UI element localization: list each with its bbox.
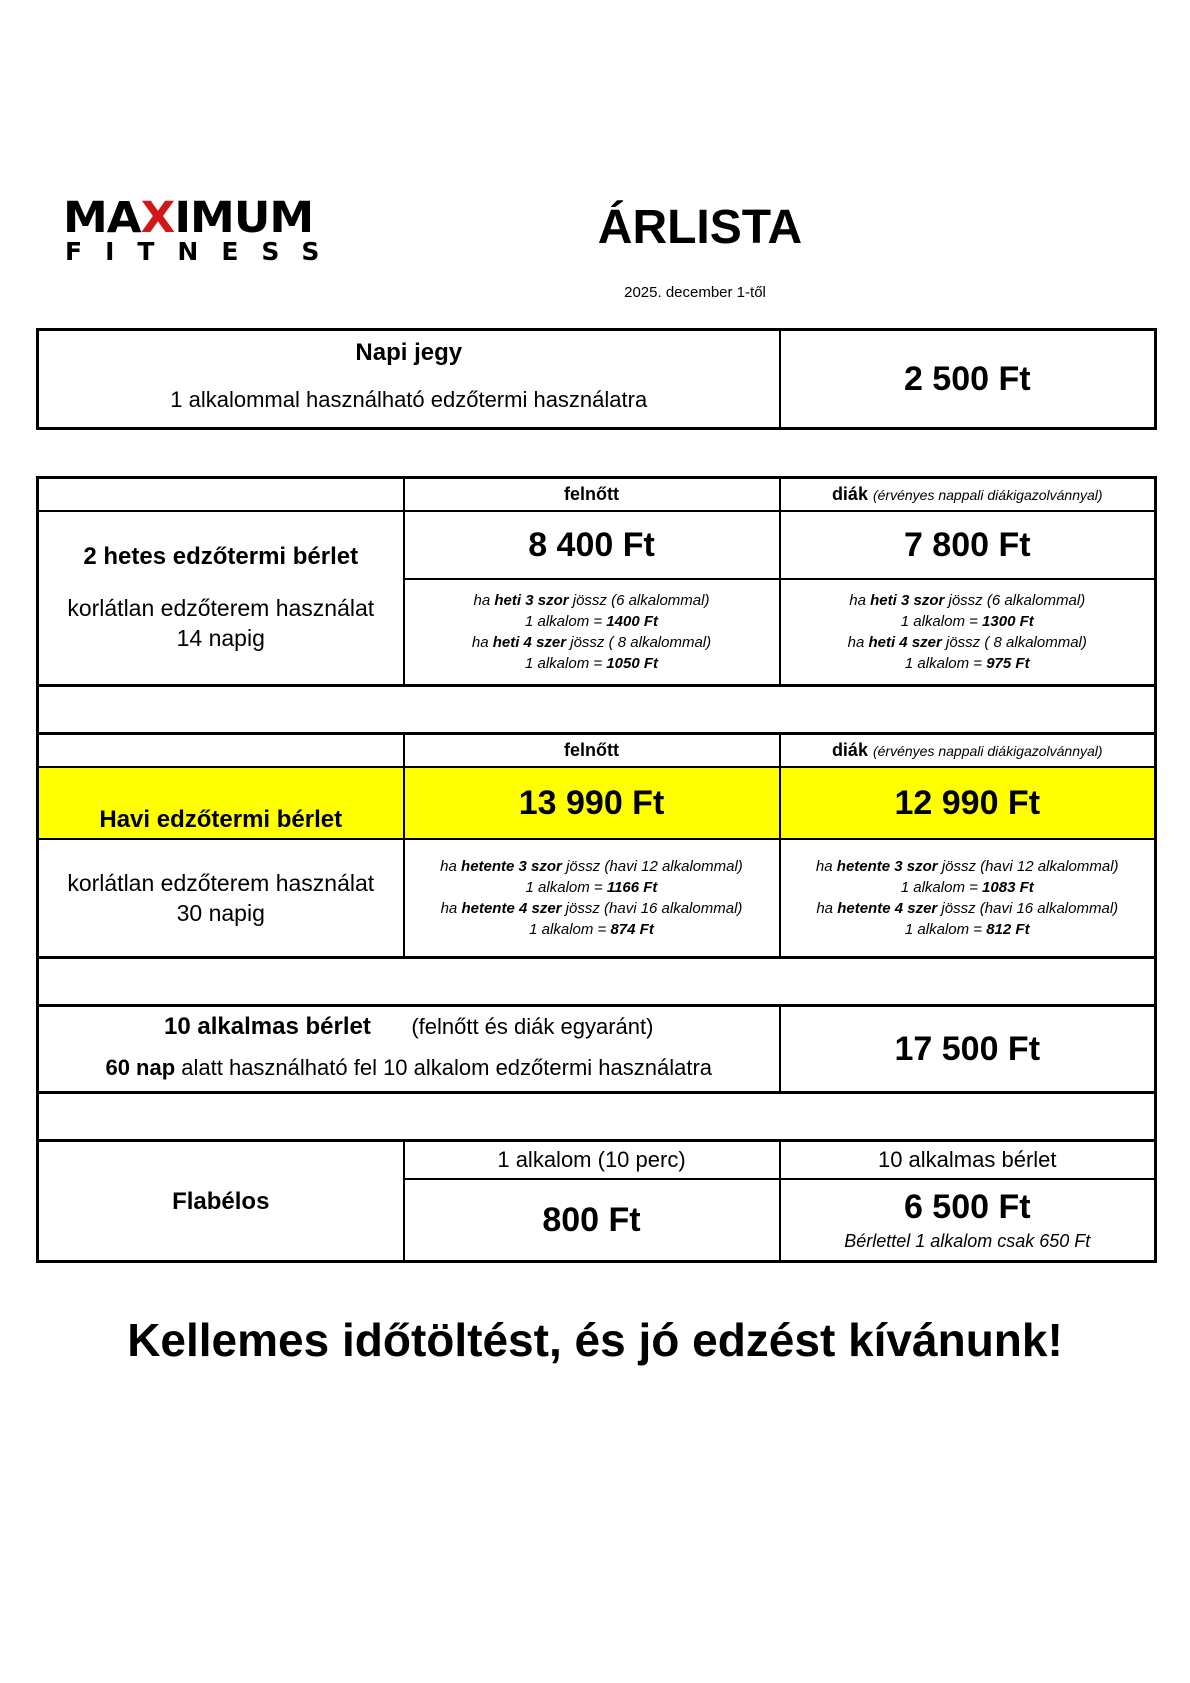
monthly-pass-desc: [38, 839, 404, 958]
two-week-pass-desc2: 14 napig: [176, 625, 265, 651]
daily-ticket-desc: 1 alkalommal használható edzőtermi használatra: [170, 387, 648, 412]
flabelos-single-price: 800 Ft: [404, 1179, 780, 1262]
header-student: diák (érvényes nappali diákigazolvánnyal): [780, 478, 1156, 512]
daily-ticket-price: 2 500 Ft: [780, 330, 1156, 429]
header-adult: felnőtt: [404, 478, 780, 512]
monthly-student-price: 12 990 Ft: [780, 767, 1156, 839]
two-week-pass-desc1: korlátlan edzőterem használat: [67, 595, 375, 621]
monthly-adult-price: 13 990 Ft: [404, 767, 780, 839]
two-week-student-price: 7 800 Ft: [780, 511, 1156, 579]
two-week-pass-title: 2 hetes edzőtermi bérlet: [83, 543, 359, 570]
monthly-adult-notes: ha hetente 3 szor jössz (havi 12 alkalommal) 1 alkalom = 1166 Ft ha hetente 4 szer jössz (havi 16 alkalommal) 1 alkalom = 874 Ft: [404, 839, 780, 958]
spacer-row: [38, 958, 1156, 1006]
two-week-adult-notes: ha heti 3 szor jössz (6 alkalommal) 1 alkalom = 1400 Ft ha heti 4 szer jössz ( 8 alkalommal) 1 alkalom = 1050 Ft: [404, 579, 780, 686]
flabelos-pass-note: Bérlettel 1 alkalom csak 650 Ft: [844, 1231, 1091, 1251]
page-title: ÁRLISTA: [597, 201, 803, 254]
flabelos-single-header: 1 alkalom (10 perc): [404, 1141, 780, 1180]
daily-ticket-cell: [38, 330, 780, 429]
pass-price-table: [36, 476, 1157, 1263]
flabelos-pass-cell: [780, 1179, 1156, 1262]
table-header-row: [38, 734, 1156, 768]
ten-pass-title: 10 alkalmas bérlet: [164, 1013, 371, 1040]
brand-logo: [63, 192, 393, 268]
monthly-student-notes: ha hetente 3 szor jössz (havi 12 alkalommal) 1 alkalom = 1083 Ft ha hetente 4 szer jössz (havi 16 alkalommal) 1 alkalom = 812 Ft: [780, 839, 1156, 958]
closing-message: Kellemes időtöltést, és jó edzést kívánunk!: [127, 1314, 1063, 1366]
header-empty-cell: [38, 478, 404, 512]
daily-ticket-table: [36, 328, 1157, 430]
logo-subword: FITNESS: [65, 237, 343, 266]
ten-pass-cell: [38, 1006, 780, 1093]
header-student: diák (érvényes nappali diákigazolvánnyal): [780, 734, 1156, 768]
valid-from-date: 2025. december 1-től: [624, 284, 766, 301]
two-week-adult-price: 8 400 Ft: [404, 511, 780, 579]
spacer-row: [38, 686, 1156, 734]
table-header-row: [38, 478, 1156, 512]
two-week-student-notes: ha heti 3 szor jössz (6 alkalommal) 1 alkalom = 1300 Ft ha heti 4 szer jössz ( 8 alkalommal) 1 alkalom = 975 Ft: [780, 579, 1156, 686]
monthly-pass-title: Havi edzőtermi bérlet: [38, 767, 404, 839]
header-adult: felnőtt: [404, 734, 780, 768]
ten-pass-subtitle: (felnőtt és diák egyaránt): [411, 1014, 654, 1039]
header-empty-cell: [38, 734, 404, 768]
flabelos-pass-price: 6 500 Ft: [903, 1188, 1031, 1226]
spacer-row: [38, 1093, 1156, 1141]
flabelos-title: Flabélos: [38, 1141, 404, 1262]
logo-wordmark: MAXIMUM: [63, 192, 314, 243]
flabelos-pass-header: 10 alkalmas bérlet: [780, 1141, 1156, 1180]
monthly-pass-desc1: korlátlan edzőterem használat: [67, 870, 375, 896]
monthly-pass-desc2: 30 napig: [176, 900, 265, 926]
ten-pass-desc: 60 nap alatt használható fel 10 alkalom edzőtermi használatra: [105, 1055, 713, 1080]
ten-pass-price: 17 500 Ft: [780, 1006, 1156, 1093]
two-week-pass-label: [38, 511, 404, 686]
daily-ticket-title: Napi jegy: [355, 339, 463, 366]
